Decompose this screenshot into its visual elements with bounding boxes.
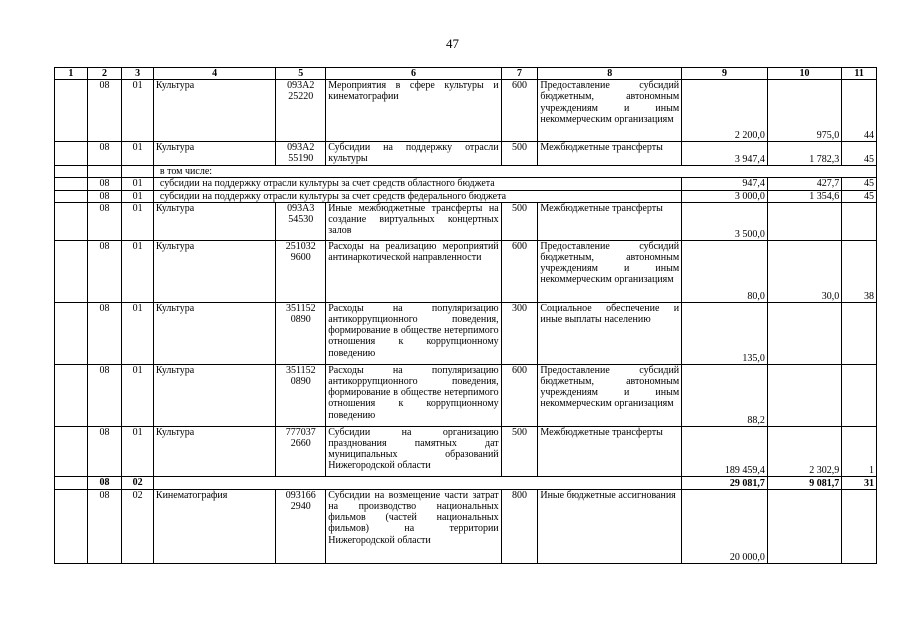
cell-section-name: Культура <box>153 364 275 426</box>
cell-section: 08 <box>87 190 122 202</box>
cell-col1 <box>55 489 88 563</box>
cell-percent: 38 <box>842 240 877 302</box>
cell-amount-plan: 3 500,0 <box>682 202 768 240</box>
header-cell: 4 <box>153 68 275 80</box>
cell-subsection: 01 <box>122 178 154 190</box>
cell-section: 08 <box>87 364 122 426</box>
cell-percent <box>842 202 877 240</box>
cell-type-code: 500 <box>501 426 538 476</box>
cell-subsection: 01 <box>122 80 154 142</box>
cell-expense-name: Иные межбюджетные трансферты на создание виртуальных концертных залов <box>326 202 501 240</box>
cell-target-code: 093166 2940 <box>276 489 326 563</box>
header-cell: 7 <box>501 68 538 80</box>
cell-amount-plan: 2 200,0 <box>682 80 768 142</box>
cell-subsection: 01 <box>122 190 154 202</box>
cell-amount-plan: 189 459,4 <box>682 426 768 476</box>
table-row <box>55 302 877 364</box>
cell-subsection: 02 <box>122 489 154 563</box>
table-row <box>55 166 877 178</box>
cell-target-code: 351152 0890 <box>276 364 326 426</box>
table-row <box>55 142 877 166</box>
cell-col2 <box>87 166 122 178</box>
cell-section-name: Кинематография <box>153 489 275 563</box>
cell-section: 08 <box>87 178 122 190</box>
cell-col1 <box>55 364 88 426</box>
cell-type-code: 500 <box>501 142 538 166</box>
cell-amount-plan: 80,0 <box>682 240 768 302</box>
cell-section: 08 <box>87 202 122 240</box>
cell-expense-name: Мероприятия в сфере культуры и кинематографии <box>326 80 501 142</box>
cell-amount-actual: 975,0 <box>767 80 841 142</box>
header-cell: 2 <box>87 68 122 80</box>
cell-subsection: 01 <box>122 302 154 364</box>
cell-subsection: 01 <box>122 240 154 302</box>
cell-col1 <box>55 240 88 302</box>
cell-amount-plan: 20 000,0 <box>682 489 768 563</box>
table-row <box>55 364 877 426</box>
cell-amount-plan: 3 000,0 <box>682 190 768 202</box>
cell-section: 08 <box>87 489 122 563</box>
table-row <box>55 190 877 202</box>
cell-target-code: 251032 9600 <box>276 240 326 302</box>
header-cell: 5 <box>276 68 326 80</box>
page-number: 47 <box>446 36 459 51</box>
cell-type-name: Межбюджетные трансферты <box>538 142 682 166</box>
cell-amount-actual: 30,0 <box>767 240 841 302</box>
table-row <box>55 426 877 476</box>
cell-sub-description: субсидии на поддержку отрасли культуры за счет средств федерального бюджета <box>153 190 681 202</box>
cell-subsection: 02 <box>122 476 154 489</box>
cell-col1 <box>55 178 88 190</box>
table-row <box>55 202 877 240</box>
cell-type-code: 300 <box>501 302 538 364</box>
cell-type-name: Межбюджетные трансферты <box>538 202 682 240</box>
cell-amount-plan: 135,0 <box>682 302 768 364</box>
cell-amount-actual: 427,7 <box>767 178 841 190</box>
label-in-total: в том числе: <box>153 166 876 178</box>
cell-type-name: Межбюджетные трансферты <box>538 426 682 476</box>
cell-percent <box>842 364 877 426</box>
cell-col1 <box>55 142 88 166</box>
cell-percent <box>842 489 877 563</box>
cell-expense-name: Субсидии на возмещение части затрат на производство национальных фильмов (частей национальных фильмов) на территории Нижегородской области <box>326 489 501 563</box>
cell-target-code: 093А3 54530 <box>276 202 326 240</box>
table-row <box>55 489 877 563</box>
cell-col1 <box>55 166 88 178</box>
header-cell: 10 <box>767 68 841 80</box>
cell-expense-name: Расходы на реализацию мероприятий антинаркотической направленности <box>326 240 501 302</box>
cell-section-name: Культура <box>153 302 275 364</box>
table-row <box>55 240 877 302</box>
cell-percent <box>842 302 877 364</box>
cell-percent: 45 <box>842 142 877 166</box>
cell-section-name: Культура <box>153 240 275 302</box>
cell-section: 08 <box>87 80 122 142</box>
cell-type-name: Иные бюджетные ассигнования <box>538 489 682 563</box>
cell-subsection: 01 <box>122 364 154 426</box>
cell-target-code: 777037 2660 <box>276 426 326 476</box>
cell-col1 <box>55 302 88 364</box>
header-cell: 1 <box>55 68 88 80</box>
cell-type-code: 600 <box>501 80 538 142</box>
cell-target-code: 093А2 25220 <box>276 80 326 142</box>
cell-col1 <box>55 476 88 489</box>
total-amount-plan: 29 081,7 <box>682 476 768 489</box>
cell-amount-actual: 1 782,3 <box>767 142 841 166</box>
cell-section-name: Культура <box>153 142 275 166</box>
cell-section: 08 <box>87 476 122 489</box>
cell-percent: 1 <box>842 426 877 476</box>
cell-type-name: Предоставление субсидий бюджетным, автономным учреждениям и иным некоммерческим организациям <box>538 364 682 426</box>
cell-section: 08 <box>87 142 122 166</box>
cell-section: 08 <box>87 302 122 364</box>
cell-empty <box>153 476 681 489</box>
cell-subsection: 01 <box>122 142 154 166</box>
header-cell: 11 <box>842 68 877 80</box>
header-row <box>55 68 877 80</box>
header-cell: 8 <box>538 68 682 80</box>
cell-section: 08 <box>87 240 122 302</box>
cell-section-name: Культура <box>153 202 275 240</box>
cell-percent: 45 <box>842 178 877 190</box>
cell-amount-actual <box>767 202 841 240</box>
cell-expense-name: Расходы на популяризацию антикоррупционного поведения, формирование в обществе нетерпимого отношения к коррупционному поведению <box>326 302 501 364</box>
header-cell: 3 <box>122 68 154 80</box>
cell-percent: 45 <box>842 190 877 202</box>
cell-target-code: 351152 0890 <box>276 302 326 364</box>
cell-amount-plan: 3 947,4 <box>682 142 768 166</box>
cell-type-name: Предоставление субсидий бюджетным, автономным учреждениям и иным некоммерческим организациям <box>538 80 682 142</box>
table-row <box>55 476 877 489</box>
cell-col1 <box>55 190 88 202</box>
cell-type-code: 600 <box>501 240 538 302</box>
cell-type-name: Предоставление субсидий бюджетным, автономным учреждениям и иным некоммерческим организациям <box>538 240 682 302</box>
cell-expense-name: Субсидии на поддержку отрасли культуры <box>326 142 501 166</box>
cell-amount-actual: 1 354,6 <box>767 190 841 202</box>
table-body <box>55 68 877 564</box>
cell-section-name: Культура <box>153 80 275 142</box>
cell-col3 <box>122 166 154 178</box>
cell-percent: 44 <box>842 80 877 142</box>
cell-subsection: 01 <box>122 426 154 476</box>
cell-expense-name: Расходы на популяризацию антикоррупционного поведения, формирование в обществе нетерпимого отношения к коррупционному поведению <box>326 364 501 426</box>
cell-section: 08 <box>87 426 122 476</box>
cell-amount-actual <box>767 364 841 426</box>
total-amount-actual: 9 081,7 <box>767 476 841 489</box>
cell-target-code: 093А2 55190 <box>276 142 326 166</box>
cell-type-code: 500 <box>501 202 538 240</box>
cell-amount-plan: 88,2 <box>682 364 768 426</box>
cell-col1 <box>55 202 88 240</box>
cell-amount-actual: 2 302,9 <box>767 426 841 476</box>
cell-amount-actual <box>767 302 841 364</box>
header-cell: 9 <box>682 68 768 80</box>
budget-table <box>54 67 877 564</box>
table-row <box>55 80 877 142</box>
cell-col1 <box>55 80 88 142</box>
cell-subsection: 01 <box>122 202 154 240</box>
cell-expense-name: Субсидии на организацию празднования памятных дат муниципальных образований Нижегородской области <box>326 426 501 476</box>
table-row <box>55 178 877 190</box>
header-cell: 6 <box>326 68 501 80</box>
cell-sub-description: субсидии на поддержку отрасли культуры за счет средств областного бюджета <box>153 178 681 190</box>
cell-type-code: 600 <box>501 364 538 426</box>
cell-type-code: 800 <box>501 489 538 563</box>
cell-amount-plan: 947,4 <box>682 178 768 190</box>
cell-col1 <box>55 426 88 476</box>
total-percent: 31 <box>842 476 877 489</box>
cell-amount-actual <box>767 489 841 563</box>
cell-type-name: Социальное обеспечение и иные выплаты населению <box>538 302 682 364</box>
cell-section-name: Культура <box>153 426 275 476</box>
